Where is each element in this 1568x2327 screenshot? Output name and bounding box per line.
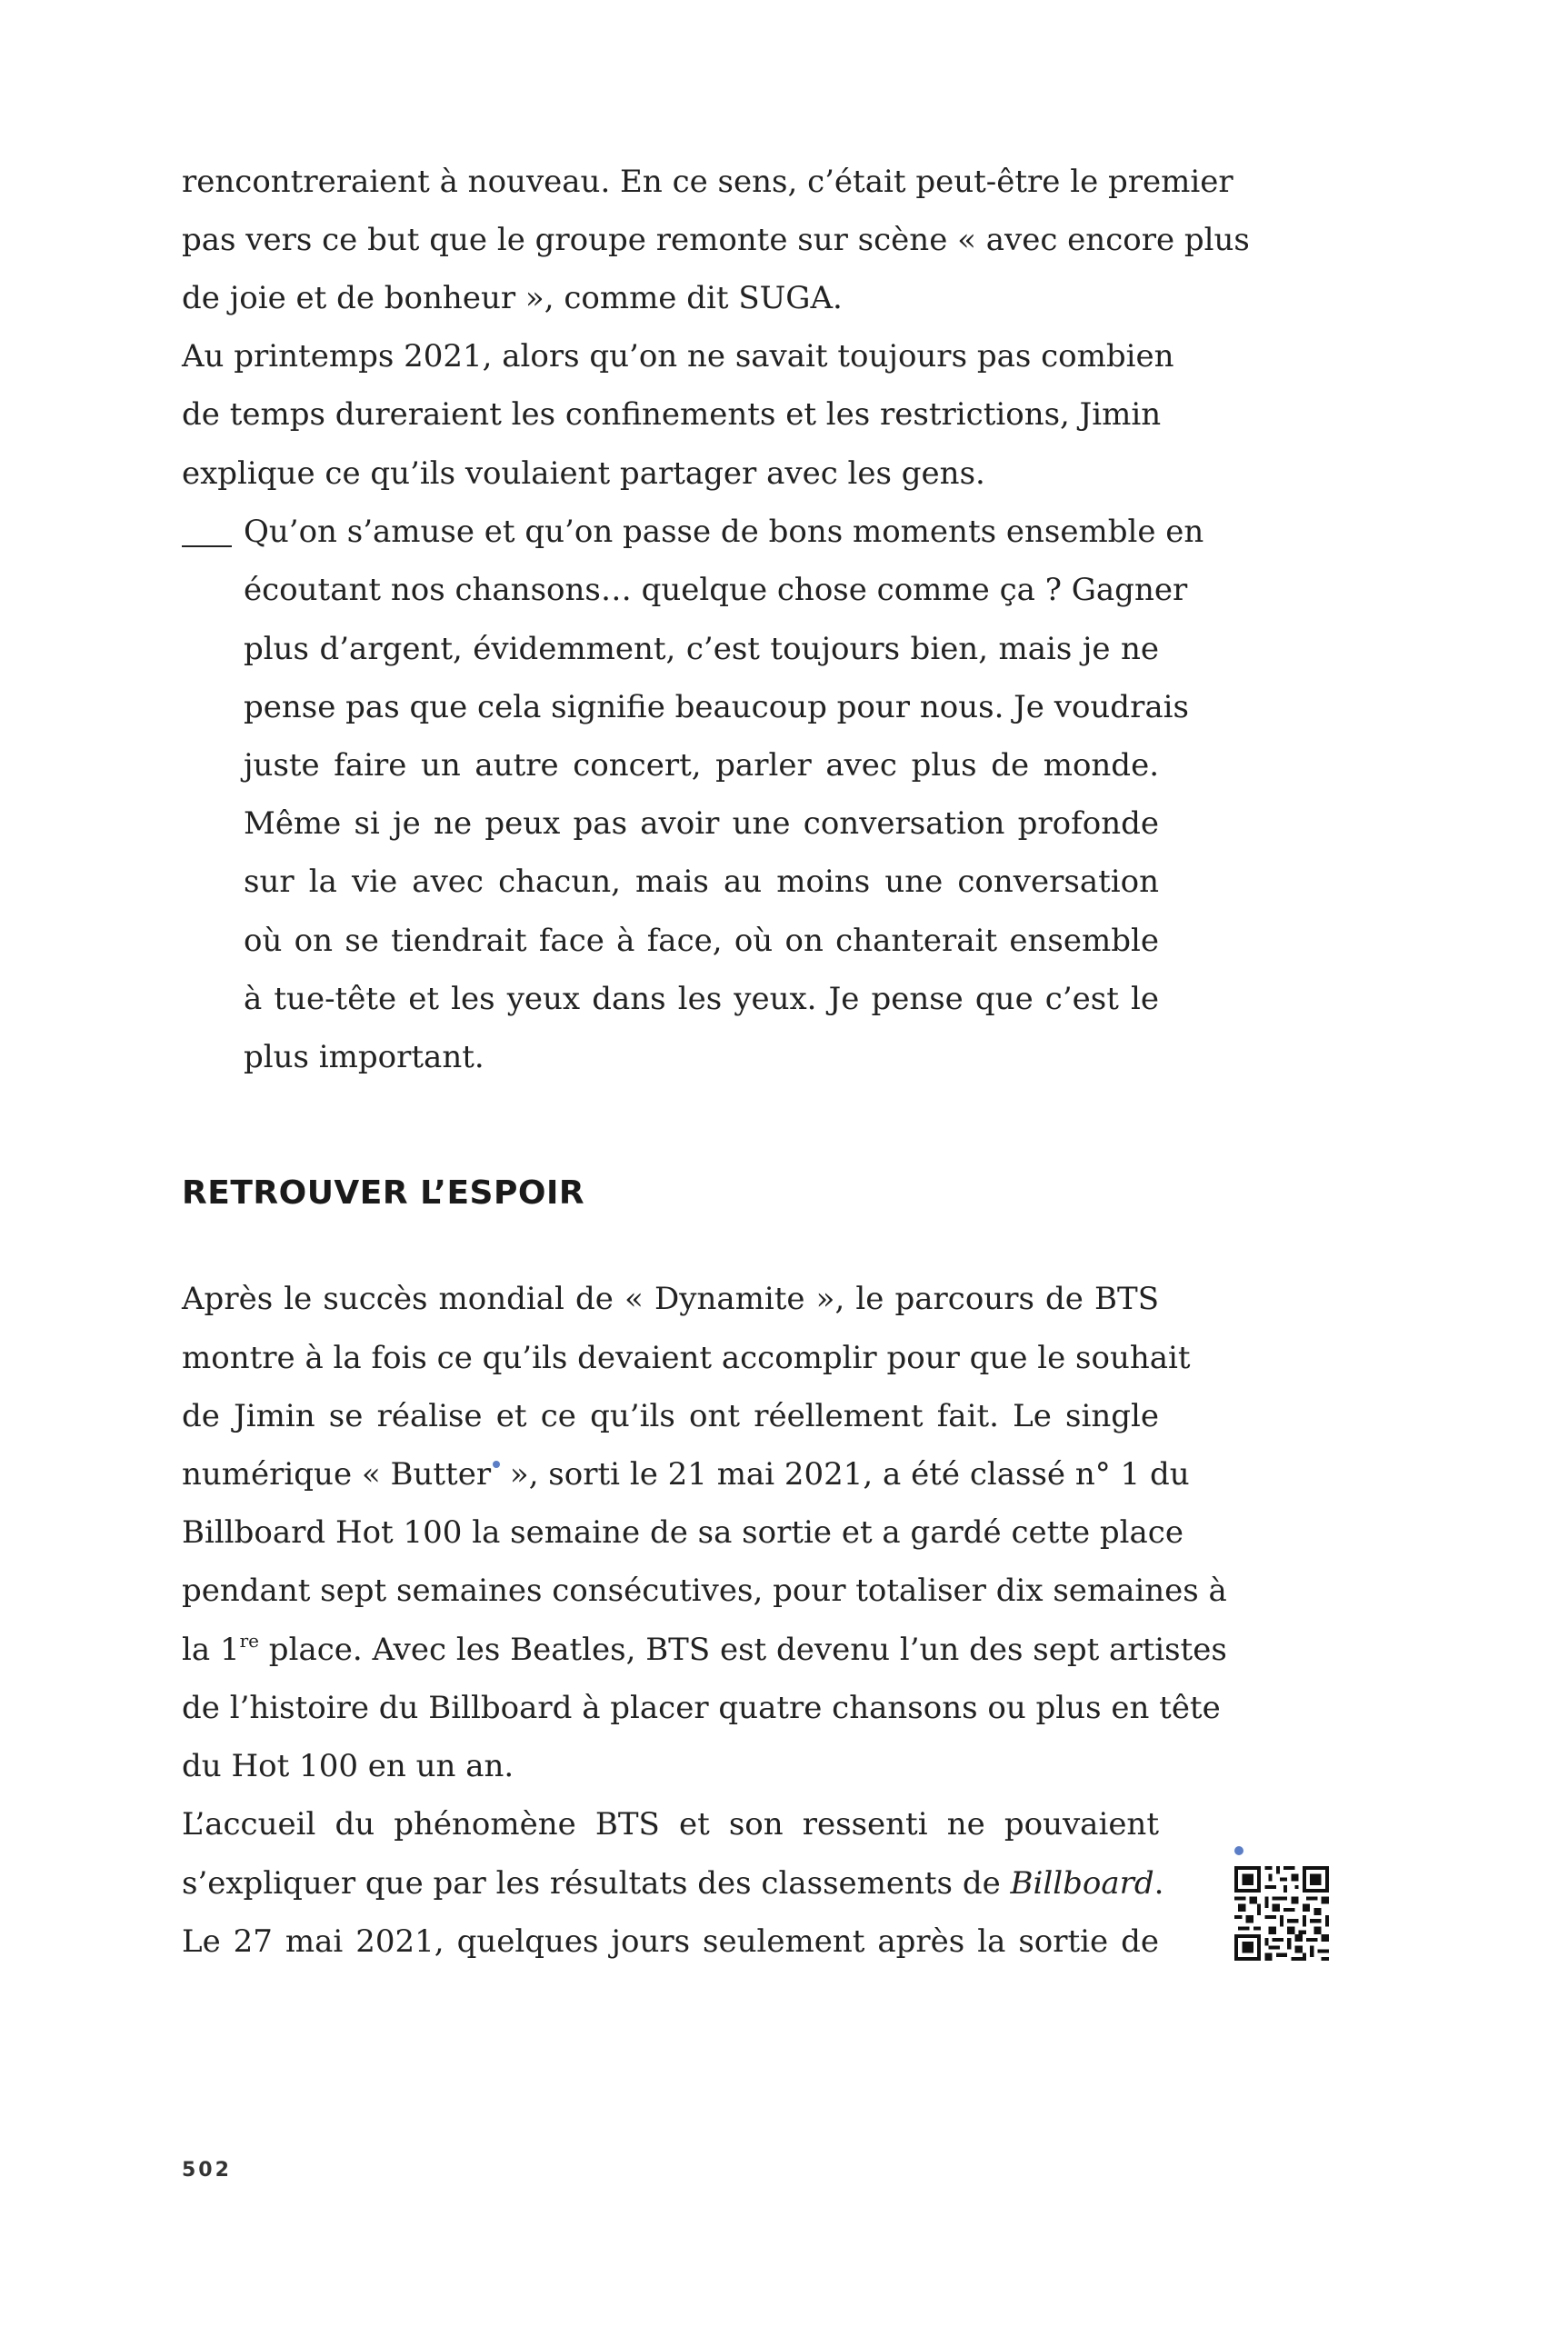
text-line: Après le succès mondial de « Dynamite », le parcours de BTS — [182, 1281, 1159, 1317]
text-line: du Hot 100 en un an. — [182, 1748, 514, 1784]
text-line: de l’histoire du Billboard à placer quatre chansons ou plus en tête — [182, 1690, 1221, 1726]
text-span: la 1 — [182, 1632, 240, 1668]
quote-line: à tue-tête et les yeux dans les yeux. Je pense que c’est le — [244, 981, 1159, 1017]
text-line — [182, 1628, 1227, 1672]
text-line: explique ce qu’ils voulaient partager avec les gens. — [182, 455, 985, 492]
text-line — [182, 1862, 1164, 1905]
note-marker-icon — [1234, 1846, 1243, 1855]
quote-line: écoutant nos chansons… quelque chose comme ça ? Gagner — [244, 572, 1188, 608]
italic-title: Billboard — [1010, 1865, 1154, 1902]
text-line: pendant sept semaines consécutives, pour totaliser dix semaines à — [182, 1573, 1227, 1609]
qr-code-icon[interactable] — [1234, 1866, 1329, 1961]
text-span: numérique « Butter — [182, 1456, 492, 1493]
text-line: Billboard Hot 100 la semaine de sa sortie et a gardé cette place — [182, 1514, 1183, 1551]
quote-line: juste faire un autre concert, parler avec plus de monde. — [244, 747, 1159, 784]
quote-line: pense pas que cela signifie beaucoup pour nous. Je voudrais — [244, 689, 1189, 725]
text-line: de Jimin se réalise et ce qu’ils ont réellement fait. Le single — [182, 1398, 1159, 1434]
text-span: », sorti le 21 mai 2021, a été classé n° 1 du — [500, 1456, 1190, 1493]
text-line: L’accueil du phénomène BTS et son ressenti ne pouvaient — [182, 1806, 1159, 1843]
text-line — [182, 1453, 1190, 1496]
page-number: 502 — [182, 2159, 232, 2182]
quote-line: sur la vie avec chacun, mais au moins une conversation — [244, 864, 1159, 900]
text-span: s’expliquer que par les résultats des classements de — [182, 1865, 1011, 1902]
text-span: . — [1154, 1865, 1164, 1902]
ordinal-superscript: re — [239, 1630, 259, 1652]
quote-dash — [182, 545, 232, 547]
text-line: Au printemps 2021, alors qu’on ne savait toujours pas combien — [182, 338, 1174, 375]
quote-line: où on se tiendrait face à face, où on chanterait ensemble — [244, 923, 1159, 959]
text-line: Le 27 mai 2021, quelques jours seulement après la sortie de — [182, 1923, 1159, 1960]
section-heading: RETROUVER L’ESPOIR — [182, 1174, 585, 1212]
text-line: de temps dureraient les confinements et les restrictions, Jimin — [182, 396, 1162, 433]
note-marker-icon[interactable] — [493, 1461, 500, 1468]
text-line: rencontreraient à nouveau. En ce sens, c’était peut-être le premier — [182, 164, 1233, 200]
text-line: pas vers ce but que le groupe remonte sur scène « avec encore plus — [182, 222, 1250, 258]
quote-line: plus important. — [244, 1039, 484, 1075]
quote-line: plus d’argent, évidemment, c’est toujours bien, mais je ne — [244, 631, 1159, 667]
text-line: montre à la fois ce qu’ils devaient accomplir pour que le souhait — [182, 1340, 1191, 1376]
quote-line: Même si je ne peux pas avoir une conversation profonde — [244, 805, 1159, 842]
text-line: de joie et de bonheur », comme dit SUGA. — [182, 280, 843, 316]
text-span: place. Avec les Beatles, BTS est devenu l’un des sept artistes — [259, 1632, 1227, 1668]
quote-line: Qu’on s’amuse et qu’on passe de bons moments ensemble en — [244, 514, 1204, 550]
